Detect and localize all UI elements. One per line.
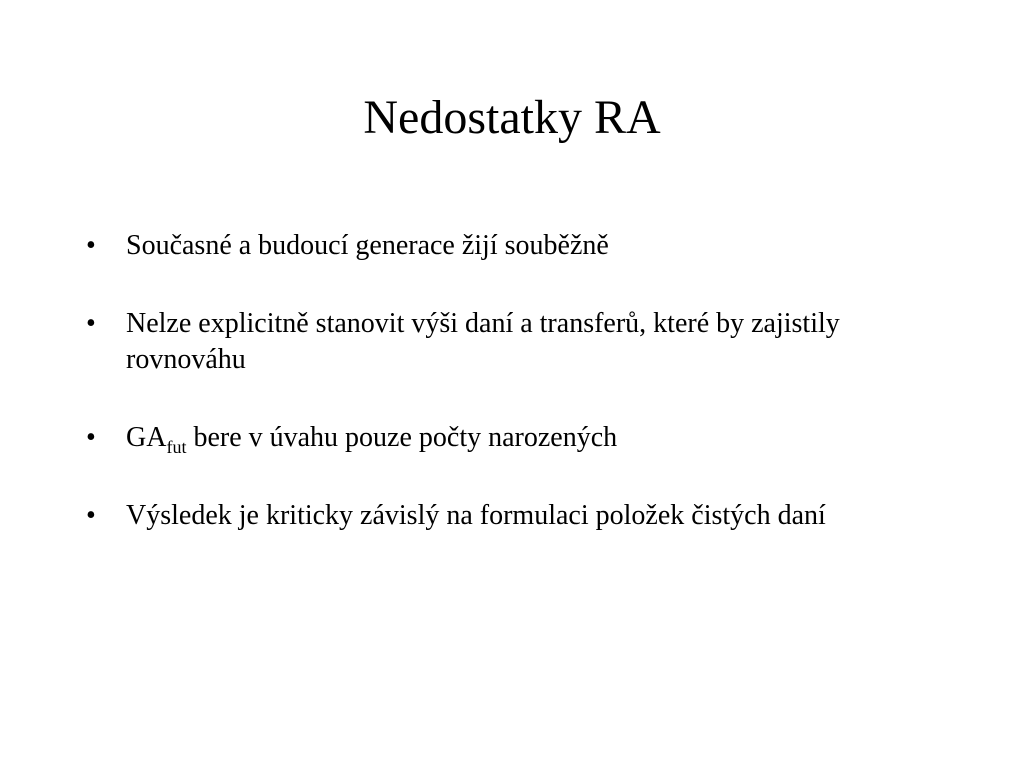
- bullet-text: Současné a budoucí generace žijí souběžně: [126, 230, 609, 261]
- bullet-item: [86, 420, 946, 456]
- bullet-item: [86, 498, 946, 534]
- bullet-marker: •: [86, 308, 96, 339]
- bullet-text-suffix: bere v úvahu pouze počty narozených: [186, 422, 618, 453]
- bullet-marker: •: [86, 422, 96, 453]
- bullet-marker: •: [86, 230, 96, 261]
- bullet-list: [86, 228, 946, 576]
- slide-title: Nedostatky RA: [363, 91, 661, 144]
- bullet-text: Výsledek je kriticky závislý na formulaci položek čistých daní: [126, 500, 826, 531]
- bullet-text-prefix: GA: [126, 422, 167, 453]
- bullet-text: Nelze explicitně stanovit výši daní a transferů, které by zajistily rovnováhu: [126, 308, 840, 375]
- bullet-text-subscript: fut: [166, 437, 187, 457]
- bullet-marker: •: [86, 500, 96, 531]
- bullet-item: [86, 306, 946, 378]
- bullet-item: [86, 228, 946, 264]
